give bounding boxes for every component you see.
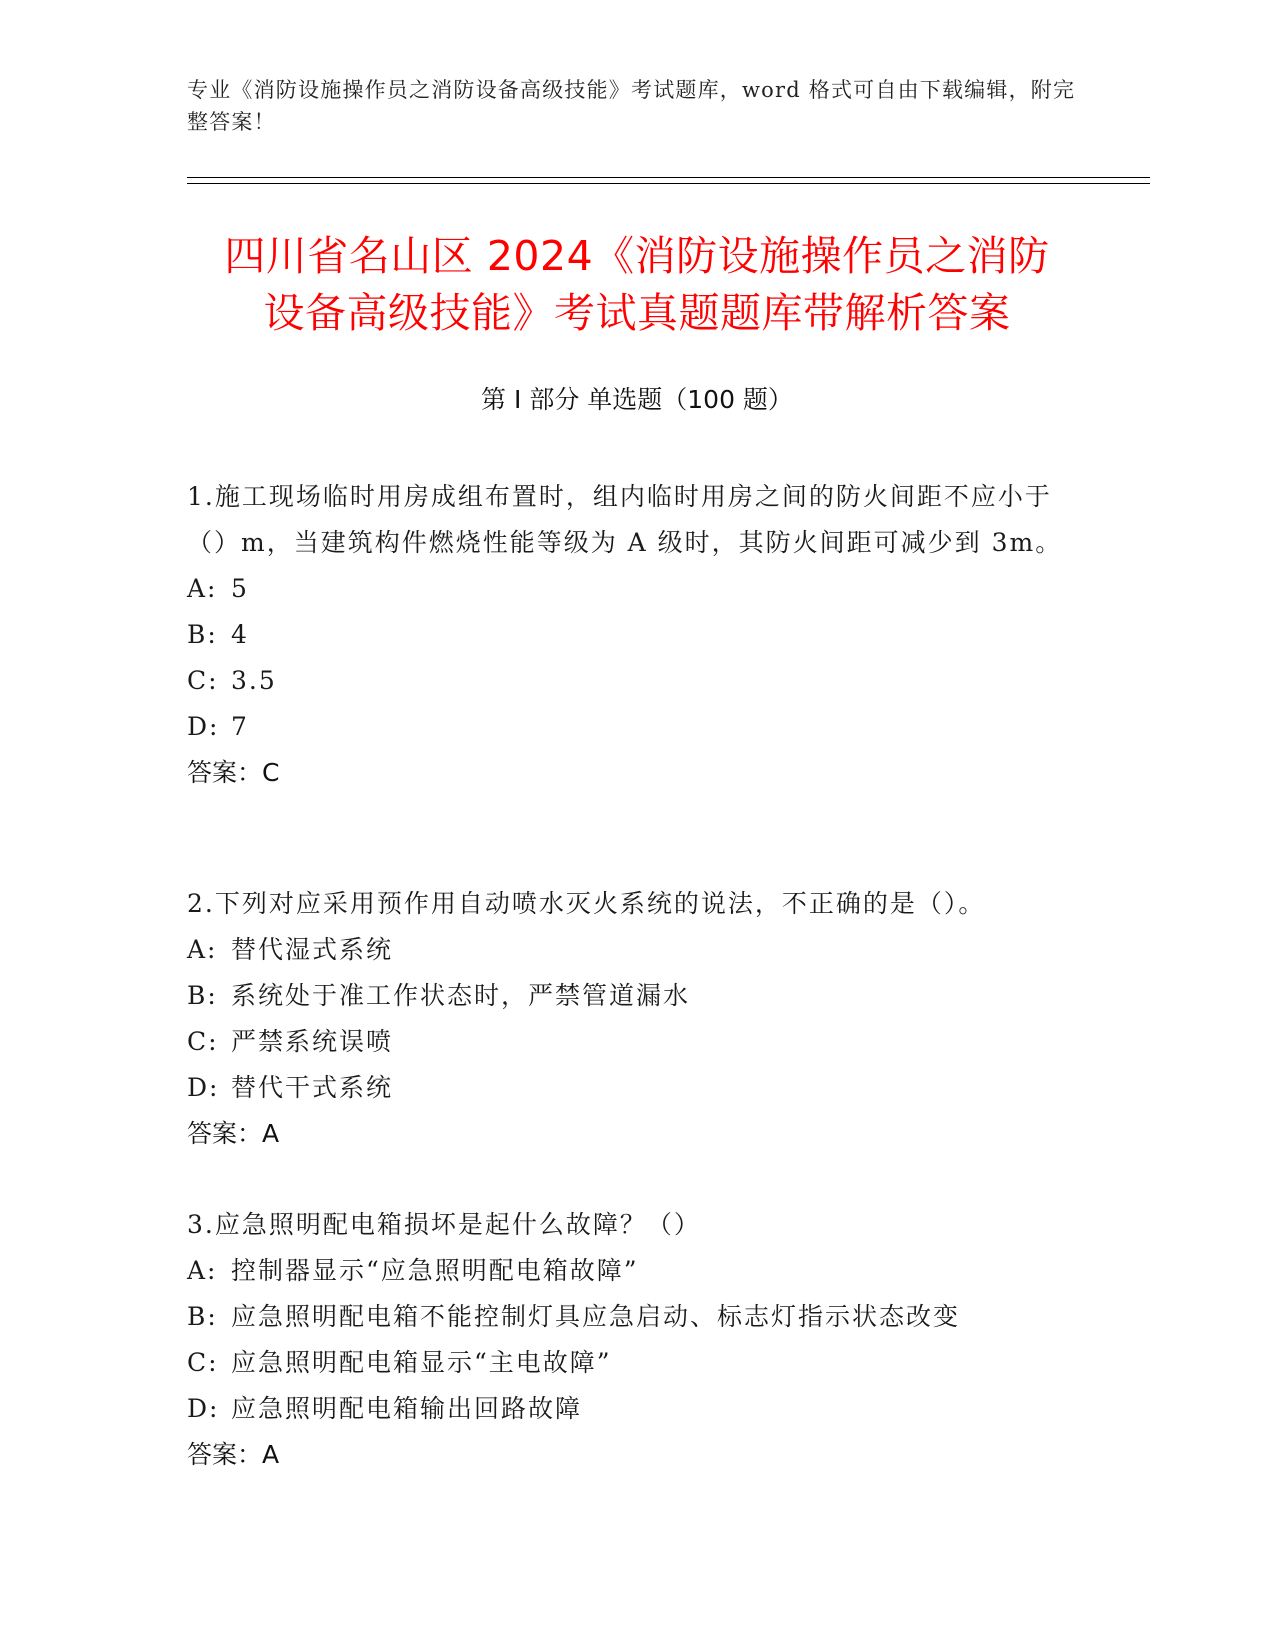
question-stem: 3.应急照明配电箱损坏是起什么故障？（） xyxy=(187,1210,701,1239)
option-text: 应急照明配电箱显示“主电故障” xyxy=(231,1348,612,1377)
option-a xyxy=(187,566,1087,612)
option-letter: C: xyxy=(187,1027,219,1056)
document-title xyxy=(187,228,1087,342)
header-divider-thin xyxy=(187,183,1150,184)
option-b xyxy=(187,973,1087,1019)
title-line-2: 设备高级技能》考试真题题库带解析答案 xyxy=(263,289,1011,337)
option-letter: C: xyxy=(187,1348,219,1377)
option-text: 应急照明配电箱输出回路故障 xyxy=(231,1394,583,1423)
option-text: 应急照明配电箱不能控制灯具应急启动、标志灯指示状态改变 xyxy=(231,1302,961,1331)
option-letter: B: xyxy=(187,620,218,649)
option-letter: B: xyxy=(187,1302,218,1331)
answer-line: 答案：A xyxy=(187,1119,280,1148)
option-c xyxy=(187,1340,1087,1386)
question-stem: 1.施工现场临时用房成组布置时，组内临时用房之间的防火间距不应小于（）m，当建筑构件燃烧性能等级为 A 级时，其防火间距可减少到 3m。 xyxy=(187,482,1063,557)
option-text: 控制器显示“应急照明配电箱故障” xyxy=(231,1256,639,1285)
question-1 xyxy=(187,474,1087,796)
option-text: 7 xyxy=(231,712,249,741)
option-d xyxy=(187,1065,1087,1111)
header-divider-thick xyxy=(187,177,1150,178)
option-letter: D: xyxy=(187,1394,220,1423)
option-a xyxy=(187,1248,1087,1294)
option-text: 4 xyxy=(231,620,249,649)
option-c xyxy=(187,658,1087,704)
option-a xyxy=(187,927,1087,973)
answer-line: 答案：C xyxy=(187,758,280,787)
option-text: 5 xyxy=(231,574,249,603)
option-text: 严禁系统误喷 xyxy=(231,1027,394,1056)
question-3 xyxy=(187,1202,1087,1478)
answer-line: 答案：A xyxy=(187,1440,280,1469)
question-2 xyxy=(187,881,1087,1157)
title-line-1: 四川省名山区 2024《消防设施操作员之消防 xyxy=(224,232,1050,280)
option-letter: D: xyxy=(187,1073,220,1102)
option-letter: A: xyxy=(187,1256,218,1285)
section-title: 第 I 部分 单选题（100 题） xyxy=(481,385,793,414)
document-header-note: 专业《消防设施操作员之消防设备高级技能》考试题库，word 格式可自由下载编辑，附完整答案！ xyxy=(187,78,1076,134)
option-letter: B: xyxy=(187,981,218,1010)
option-letter: A: xyxy=(187,574,218,603)
option-text: 替代湿式系统 xyxy=(231,935,394,964)
option-text: 替代干式系统 xyxy=(231,1073,394,1102)
option-c xyxy=(187,1019,1087,1065)
option-d xyxy=(187,704,1087,750)
option-letter: D: xyxy=(187,712,220,741)
option-letter: C: xyxy=(187,666,219,695)
option-d xyxy=(187,1386,1087,1432)
question-stem: 2.下列对应采用预作用自动喷水灭火系统的说法，不正确的是（）。 xyxy=(187,889,986,918)
option-b xyxy=(187,612,1087,658)
option-text: 系统处于准工作状态时，严禁管道漏水 xyxy=(231,981,691,1010)
option-b xyxy=(187,1294,1087,1340)
option-letter: A: xyxy=(187,935,218,964)
option-text: 3.5 xyxy=(231,666,277,695)
